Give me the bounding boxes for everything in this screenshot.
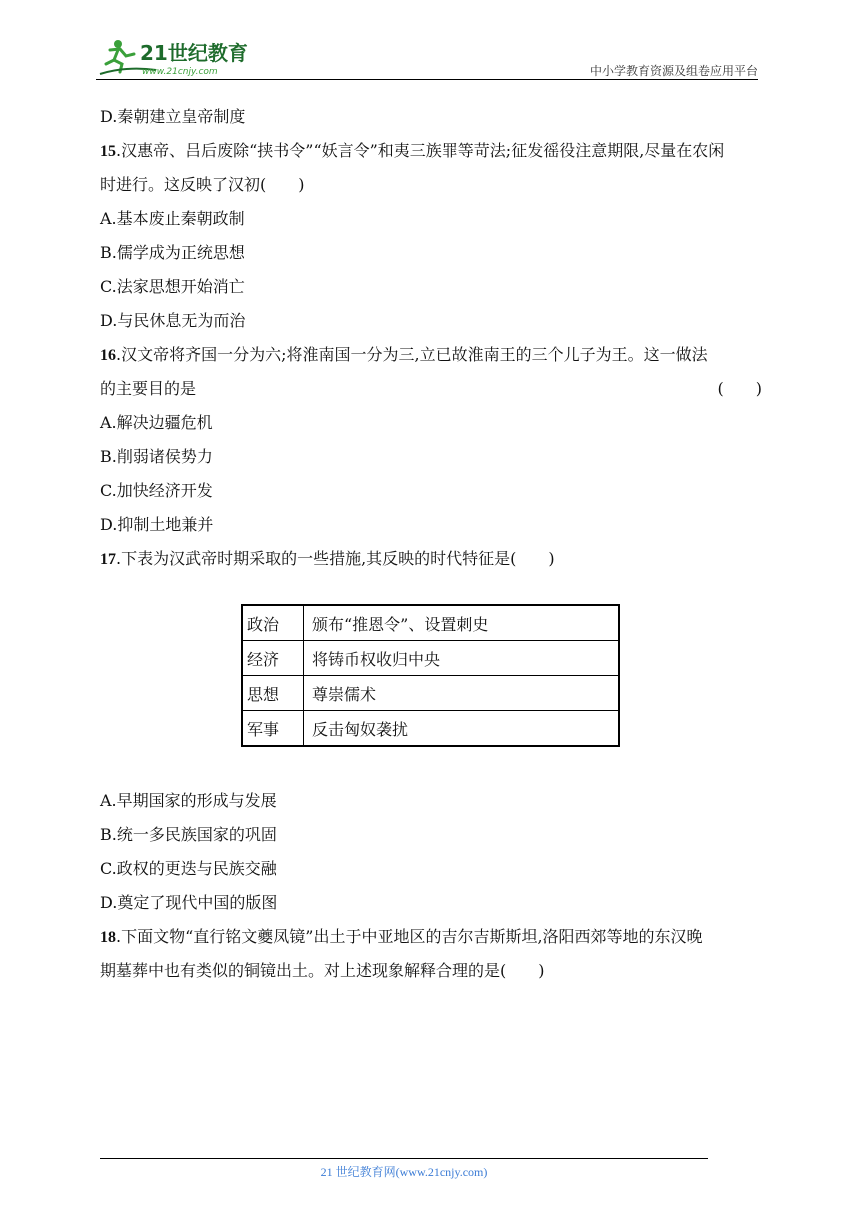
q18-stem-line2: 期墓葬中也有类似的铜镜出土。对上述现象解释合理的是( ) bbox=[100, 961, 545, 980]
header-divider bbox=[96, 79, 758, 80]
site-logo bbox=[96, 36, 266, 80]
q18-stem-text: .下面文物“直行铭文夔凤镜”出土于中亚地区的吉尔吉斯斯坦,洛阳西郊等地的东汉晚 bbox=[116, 927, 703, 946]
q18-number: 18 bbox=[100, 929, 116, 946]
q17-option-a: A.早期国家的形成与发展 bbox=[100, 791, 277, 810]
q16-answer-bracket: ( ) bbox=[717, 379, 762, 398]
q15-option-b: B.儒学成为正统思想 bbox=[100, 243, 245, 262]
q17-stem-text: .下表为汉武帝时期采取的一些措施,其反映的时代特征是( ) bbox=[116, 549, 555, 568]
table-cell-measure: 将铸币权收归中央 bbox=[304, 641, 620, 676]
question-content bbox=[100, 100, 762, 576]
q17-option-b: B.统一多民族国家的巩固 bbox=[100, 825, 277, 844]
q18-stem-line1 bbox=[100, 920, 762, 954]
table-row bbox=[242, 605, 619, 641]
q15-option-c: C.法家思想开始消亡 bbox=[100, 277, 245, 296]
table-cell-measure: 反击匈奴袭扰 bbox=[304, 711, 620, 747]
q17-stem bbox=[100, 542, 762, 576]
table-cell-measure: 颁布“推恩令”、设置刺史 bbox=[304, 605, 620, 641]
q15-stem-text: .汉惠帝、吕后废除“挟书令”“妖言令”和夷三族罪等苛法;征发徭役注意期限,尽量在农闲 bbox=[116, 141, 725, 160]
footer-site-link[interactable]: 21 世纪教育网(www.21cnjy.com) bbox=[320, 1165, 488, 1179]
table-cell-field: 军事 bbox=[242, 711, 304, 747]
q16-stem-text: .汉文帝将齐国一分为六;将淮南国一分为三,立已故淮南王的三个儿子为王。这一做法 bbox=[116, 345, 708, 364]
q16-option-a: A.解决边疆危机 bbox=[100, 413, 213, 432]
q15-number: 15 bbox=[100, 143, 116, 160]
q17-measures-table bbox=[241, 604, 620, 747]
table-cell-field: 政治 bbox=[242, 605, 304, 641]
q17-number: 17 bbox=[100, 551, 116, 568]
q16-option-b: B.削弱诸侯势力 bbox=[100, 447, 213, 466]
q17-option-c: C.政权的更迭与民族交融 bbox=[100, 859, 277, 878]
q15-option-d: D.与民休息无为而治 bbox=[100, 311, 246, 330]
logo-text: 21世纪教育 bbox=[140, 41, 248, 65]
q15-stem-line1 bbox=[100, 134, 762, 168]
q16-number: 16 bbox=[100, 347, 116, 364]
q16-stem-line1 bbox=[100, 338, 762, 372]
q16-option-d: D.抑制土地兼并 bbox=[100, 515, 214, 534]
q16-option-c: C.加快经济开发 bbox=[100, 481, 213, 500]
table-cell-field: 思想 bbox=[242, 676, 304, 711]
table-row bbox=[242, 711, 619, 747]
q15-option-a: A.基本废止秦朝政制 bbox=[100, 209, 245, 228]
question-content-lower bbox=[100, 784, 762, 988]
q16-stem-line2 bbox=[100, 372, 762, 406]
page-header bbox=[96, 36, 758, 80]
table-cell-measure: 尊崇儒术 bbox=[304, 676, 620, 711]
logo-url: www.21cnjy.com bbox=[142, 67, 218, 77]
header-platform-name: 中小学教育资源及组卷应用平台 bbox=[589, 64, 758, 78]
table-row bbox=[242, 676, 619, 711]
table-cell-field: 经济 bbox=[242, 641, 304, 676]
table-row bbox=[242, 641, 619, 676]
q17-option-d: D.奠定了现代中国的版图 bbox=[100, 893, 278, 912]
q15-stem-line2: 时进行。这反映了汉初( ) bbox=[100, 175, 305, 194]
footer-divider bbox=[100, 1158, 708, 1159]
q16-stem-text2: 的主要目的是 bbox=[100, 379, 197, 398]
q14-option-d: D.秦朝建立皇帝制度 bbox=[100, 107, 246, 126]
